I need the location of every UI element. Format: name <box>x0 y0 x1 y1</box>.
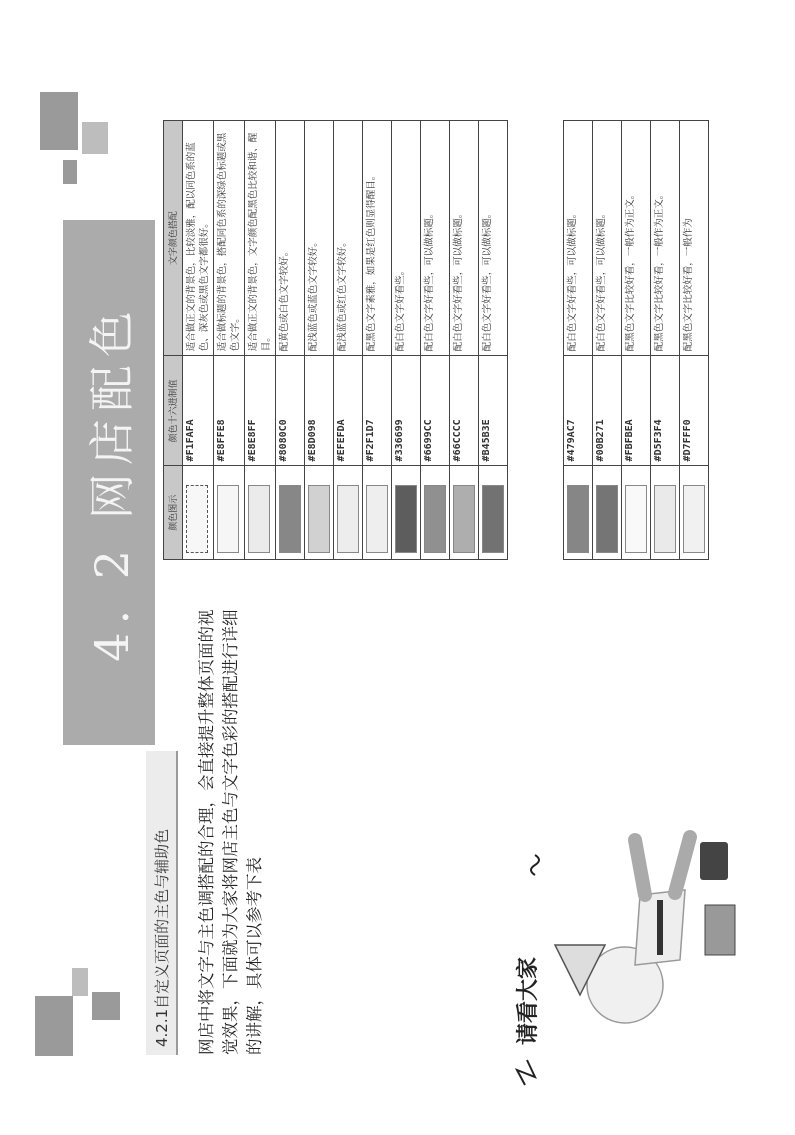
header-swatch: 颜色图示 <box>164 466 183 560</box>
laptop-icon <box>705 905 735 955</box>
table-header-row <box>164 121 183 560</box>
table-body-1 <box>183 121 508 560</box>
swatch-cell <box>450 466 479 560</box>
text-color-advice: 配白色文字好看些，可以做标题。 <box>564 121 593 356</box>
text-color-advice: 配黑色文字比较好看，一般作为正文。 <box>622 121 651 356</box>
subsection-heading <box>146 751 178 1055</box>
color-swatch <box>453 485 475 553</box>
table-row <box>622 121 651 560</box>
text-color-advice: 配黑色文字比较好看，一般作为 <box>680 121 709 356</box>
swatch-cell <box>392 466 421 560</box>
figure-tie <box>657 900 663 955</box>
table-row <box>183 121 214 560</box>
text-color-advice: 配浅蓝色或红色文字较好。 <box>334 121 363 356</box>
table-row <box>334 121 363 560</box>
table-row <box>392 121 421 560</box>
text-color-advice: 配黑色文字素雅，如果是红色则显得醒目。 <box>363 121 392 356</box>
color-swatch <box>395 485 417 553</box>
hex-value: #F2F1D7 <box>363 356 392 466</box>
swatch-cell <box>334 466 363 560</box>
table-row <box>564 121 593 560</box>
hex-value: #D5F3F4 <box>651 356 680 466</box>
swatch-cell <box>245 466 276 560</box>
hex-value: #E8E8FF <box>245 356 276 466</box>
table-row <box>214 121 245 560</box>
table-row <box>651 121 680 560</box>
hex-value: #D7FFF0 <box>680 356 709 466</box>
table-row <box>421 121 450 560</box>
color-swatch <box>217 485 239 553</box>
color-swatch <box>654 485 676 553</box>
text-color-advice: 配白色文字好看些，可以做标题。 <box>421 121 450 356</box>
text-color-advice: 配白色文字好看些，可以做标题。 <box>479 121 508 356</box>
figure-leg-1 <box>635 840 645 895</box>
text-color-advice: 配白色文字好看些，可以做标题。 <box>450 121 479 356</box>
table-row <box>593 121 622 560</box>
figure-caption: 请看大家 <box>515 956 541 1045</box>
hex-value: #66CCCC <box>450 356 479 466</box>
text-color-advice: 配黄色或白色文字较好。 <box>276 121 305 356</box>
figure-leg-2 <box>675 837 690 893</box>
table-row <box>363 121 392 560</box>
text-color-advice: 配白色文字好看些。 <box>392 121 421 356</box>
swatch-cell <box>622 466 651 560</box>
text-color-advice: 适合做标题的背景色，搭配同色系的深绿色标题或黑色文字。 <box>214 121 245 356</box>
hex-value: #E8FFE8 <box>214 356 245 466</box>
color-swatch <box>248 485 270 553</box>
swatch-cell <box>479 466 508 560</box>
intro-paragraph: 网店中将文字与主色调搭配的合理，会直接提升整体页面的视觉效果，下面就为大家将网店主色与文字色彩的搭配进行详细的讲解，具体可以参考下表 <box>197 609 264 1055</box>
color-table-1 <box>163 120 508 560</box>
swatch-cell <box>183 466 214 560</box>
hex-value: #F1FAFA <box>183 356 214 466</box>
text-color-advice: 配白色文字好看些，可以做标题。 <box>593 121 622 356</box>
swatch-cell <box>651 466 680 560</box>
swatch-cell <box>564 466 593 560</box>
swatch-cell <box>680 466 709 560</box>
color-swatch <box>683 485 705 553</box>
color-swatch <box>424 485 446 553</box>
hex-value: #EFEFDA <box>334 356 363 466</box>
color-swatch <box>279 485 301 553</box>
color-swatch <box>337 485 359 553</box>
table-body-2 <box>564 121 709 560</box>
hex-value: #00B271 <box>593 356 622 466</box>
section-title: 4. 2 网店配色 <box>85 303 139 662</box>
lightning-icon <box>517 1060 535 1085</box>
table-row <box>450 121 479 560</box>
swatch-cell <box>593 466 622 560</box>
header-hex: 颜色十六进制值 <box>164 356 183 466</box>
table-row <box>680 121 709 560</box>
briefcase-icon <box>700 842 728 880</box>
color-swatch <box>596 485 618 553</box>
text-color-advice: 适合做正文的背景色，比较淡雅，配以同色系的蓝色、深灰色或黑色文字都很好。 <box>183 121 214 356</box>
table-row <box>479 121 508 560</box>
swatch-cell <box>421 466 450 560</box>
hex-value: #B45B3E <box>479 356 508 466</box>
table-row <box>245 121 276 560</box>
table-row <box>276 121 305 560</box>
color-swatch <box>308 485 330 553</box>
text-color-advice: 配黑色文字比较好看，一般作为正文。 <box>651 121 680 356</box>
header-text: 文字颜色搭配 <box>164 121 183 356</box>
swatch-cell <box>276 466 305 560</box>
section-title-banner <box>63 220 155 745</box>
color-swatch <box>482 485 504 553</box>
wave-icon <box>531 855 539 875</box>
hex-value: #FBFBEA <box>622 356 651 466</box>
hex-value: #E8D098 <box>305 356 334 466</box>
figure-illustration <box>475 815 775 1105</box>
subsection-title: 4.2.1自定义页面的主色与辅助色 <box>152 828 171 1047</box>
swatch-cell <box>214 466 245 560</box>
color-swatch <box>366 485 388 553</box>
hex-value: #6699CC <box>421 356 450 466</box>
color-swatch <box>186 485 208 553</box>
hex-value: #8080C0 <box>276 356 305 466</box>
color-table-2 <box>563 120 709 560</box>
color-swatch <box>625 485 647 553</box>
text-color-advice: 配浅蓝色或蓝色文字较好。 <box>305 121 334 356</box>
color-swatch <box>567 485 589 553</box>
hex-value: #479AC7 <box>564 356 593 466</box>
hex-value: #336699 <box>392 356 421 466</box>
swatch-cell <box>363 466 392 560</box>
table-row <box>305 121 334 560</box>
text-color-advice: 适合做正文的背景色，文字颜色配黑色比较和谐、醒目。 <box>245 121 276 356</box>
swatch-cell <box>305 466 334 560</box>
